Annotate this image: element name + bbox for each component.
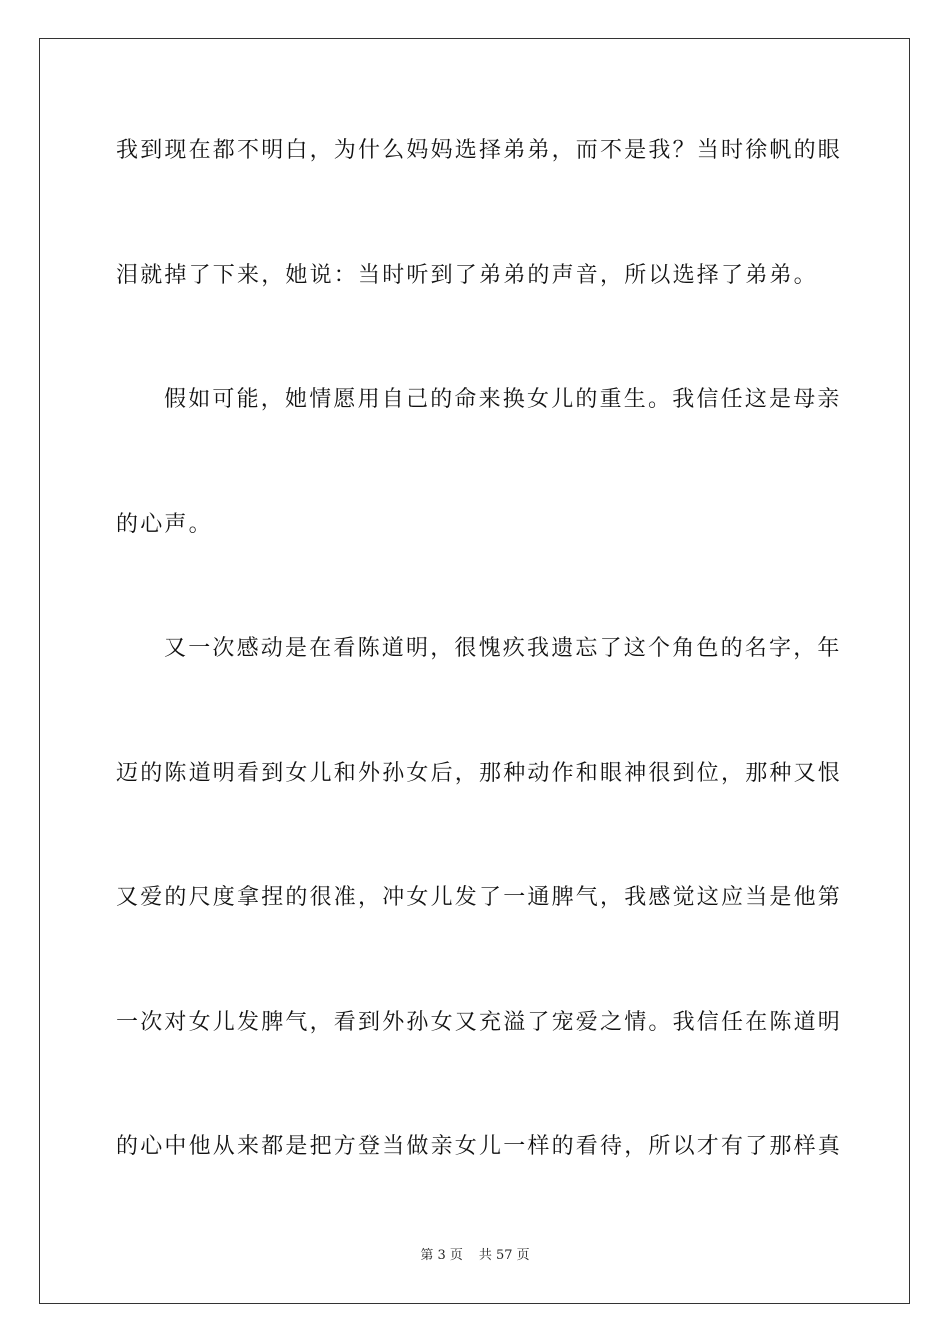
text-line: 假如可能，她情愿用自己的命来换女儿的重生。我信任这是母亲	[164, 387, 842, 412]
page-total: 共 57 页	[478, 1248, 530, 1263]
page-footer	[0, 1246, 950, 1266]
text-line: 泪就掉了下来，她说：当时听到了弟弟的声音，所以选择了弟弟。	[116, 262, 818, 288]
document-body	[116, 120, 843, 1241]
text-line: 我到现在都不明白，为什么妈妈选择弟弟，而不是我？当时徐帆的眼	[116, 138, 843, 163]
text-line: 的心声。	[116, 511, 213, 537]
text-line: 又一次感动是在看陈道明，很愧疚我遗忘了这个角色的名字，年	[164, 636, 842, 661]
text-line: 一次对女儿发脾气，看到外孙女又充溢了宠爱之情。我信任在陈道明	[116, 1009, 843, 1035]
text-line: 迈的陈道明看到女儿和外孙女后，那种动作和眼神很到位，那种又恨	[116, 760, 843, 786]
page-number: 第 3 页	[420, 1248, 463, 1263]
text-line: 的心中他从来都是把方登当做亲女儿一样的看待，所以才有了那样真	[116, 1134, 843, 1159]
text-line: 又爱的尺度拿捏的很准，冲女儿发了一通脾气，我感觉这应当是他第	[116, 885, 843, 910]
